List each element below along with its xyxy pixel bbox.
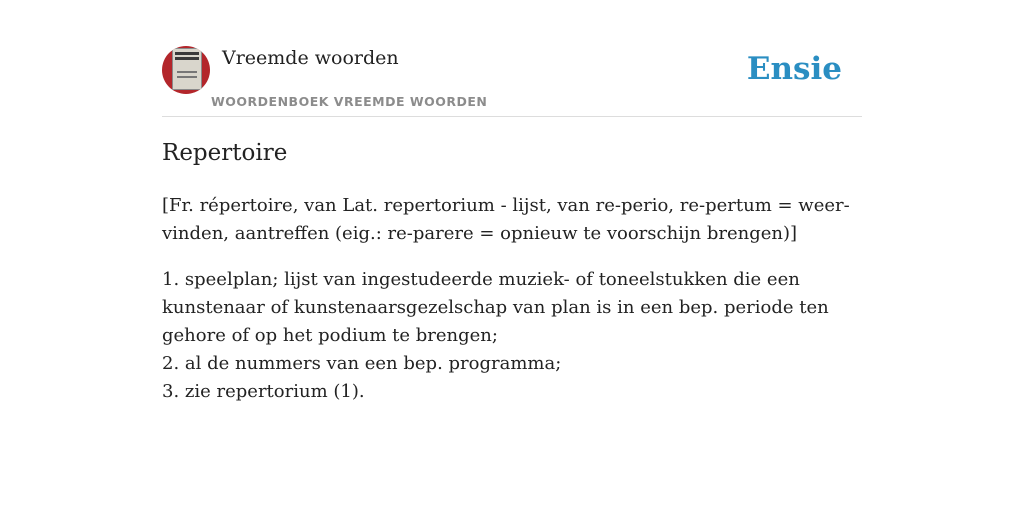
dictionary-header: [162, 46, 862, 117]
entry-term: Repertoire: [162, 140, 288, 166]
meaning-item: 2. al de nummers van een bep. programma;: [162, 353, 562, 374]
dictionary-avatar[interactable]: [162, 46, 210, 94]
meaning-item: 3. zie repertorium (1).: [162, 381, 365, 402]
ensie-logo-link[interactable]: Ensie: [746, 51, 842, 87]
book-cover-icon: [172, 48, 202, 90]
entry-meanings: [162, 266, 862, 406]
entry-etymology: [Fr. répertoire, van Lat. repertorium - lijst, van re-perio, re-pertum = weer-vinden, aantreffen (eig.: re-parere = opnieuw te voorschijn brengen)]: [162, 195, 850, 244]
meaning-item: 1. speelplan; lijst van ingestudeerde muziek- of toneelstukken die een kunstenaar of kunstenaarsgezelschap van plan is in een bep. periode ten gehore of op het podium te brengen;: [162, 269, 829, 346]
dictionary-subtitle: WOORDENBOEK VREEMDE WOORDEN: [211, 94, 488, 109]
dictionary-name[interactable]: Vreemde woorden: [222, 47, 399, 69]
